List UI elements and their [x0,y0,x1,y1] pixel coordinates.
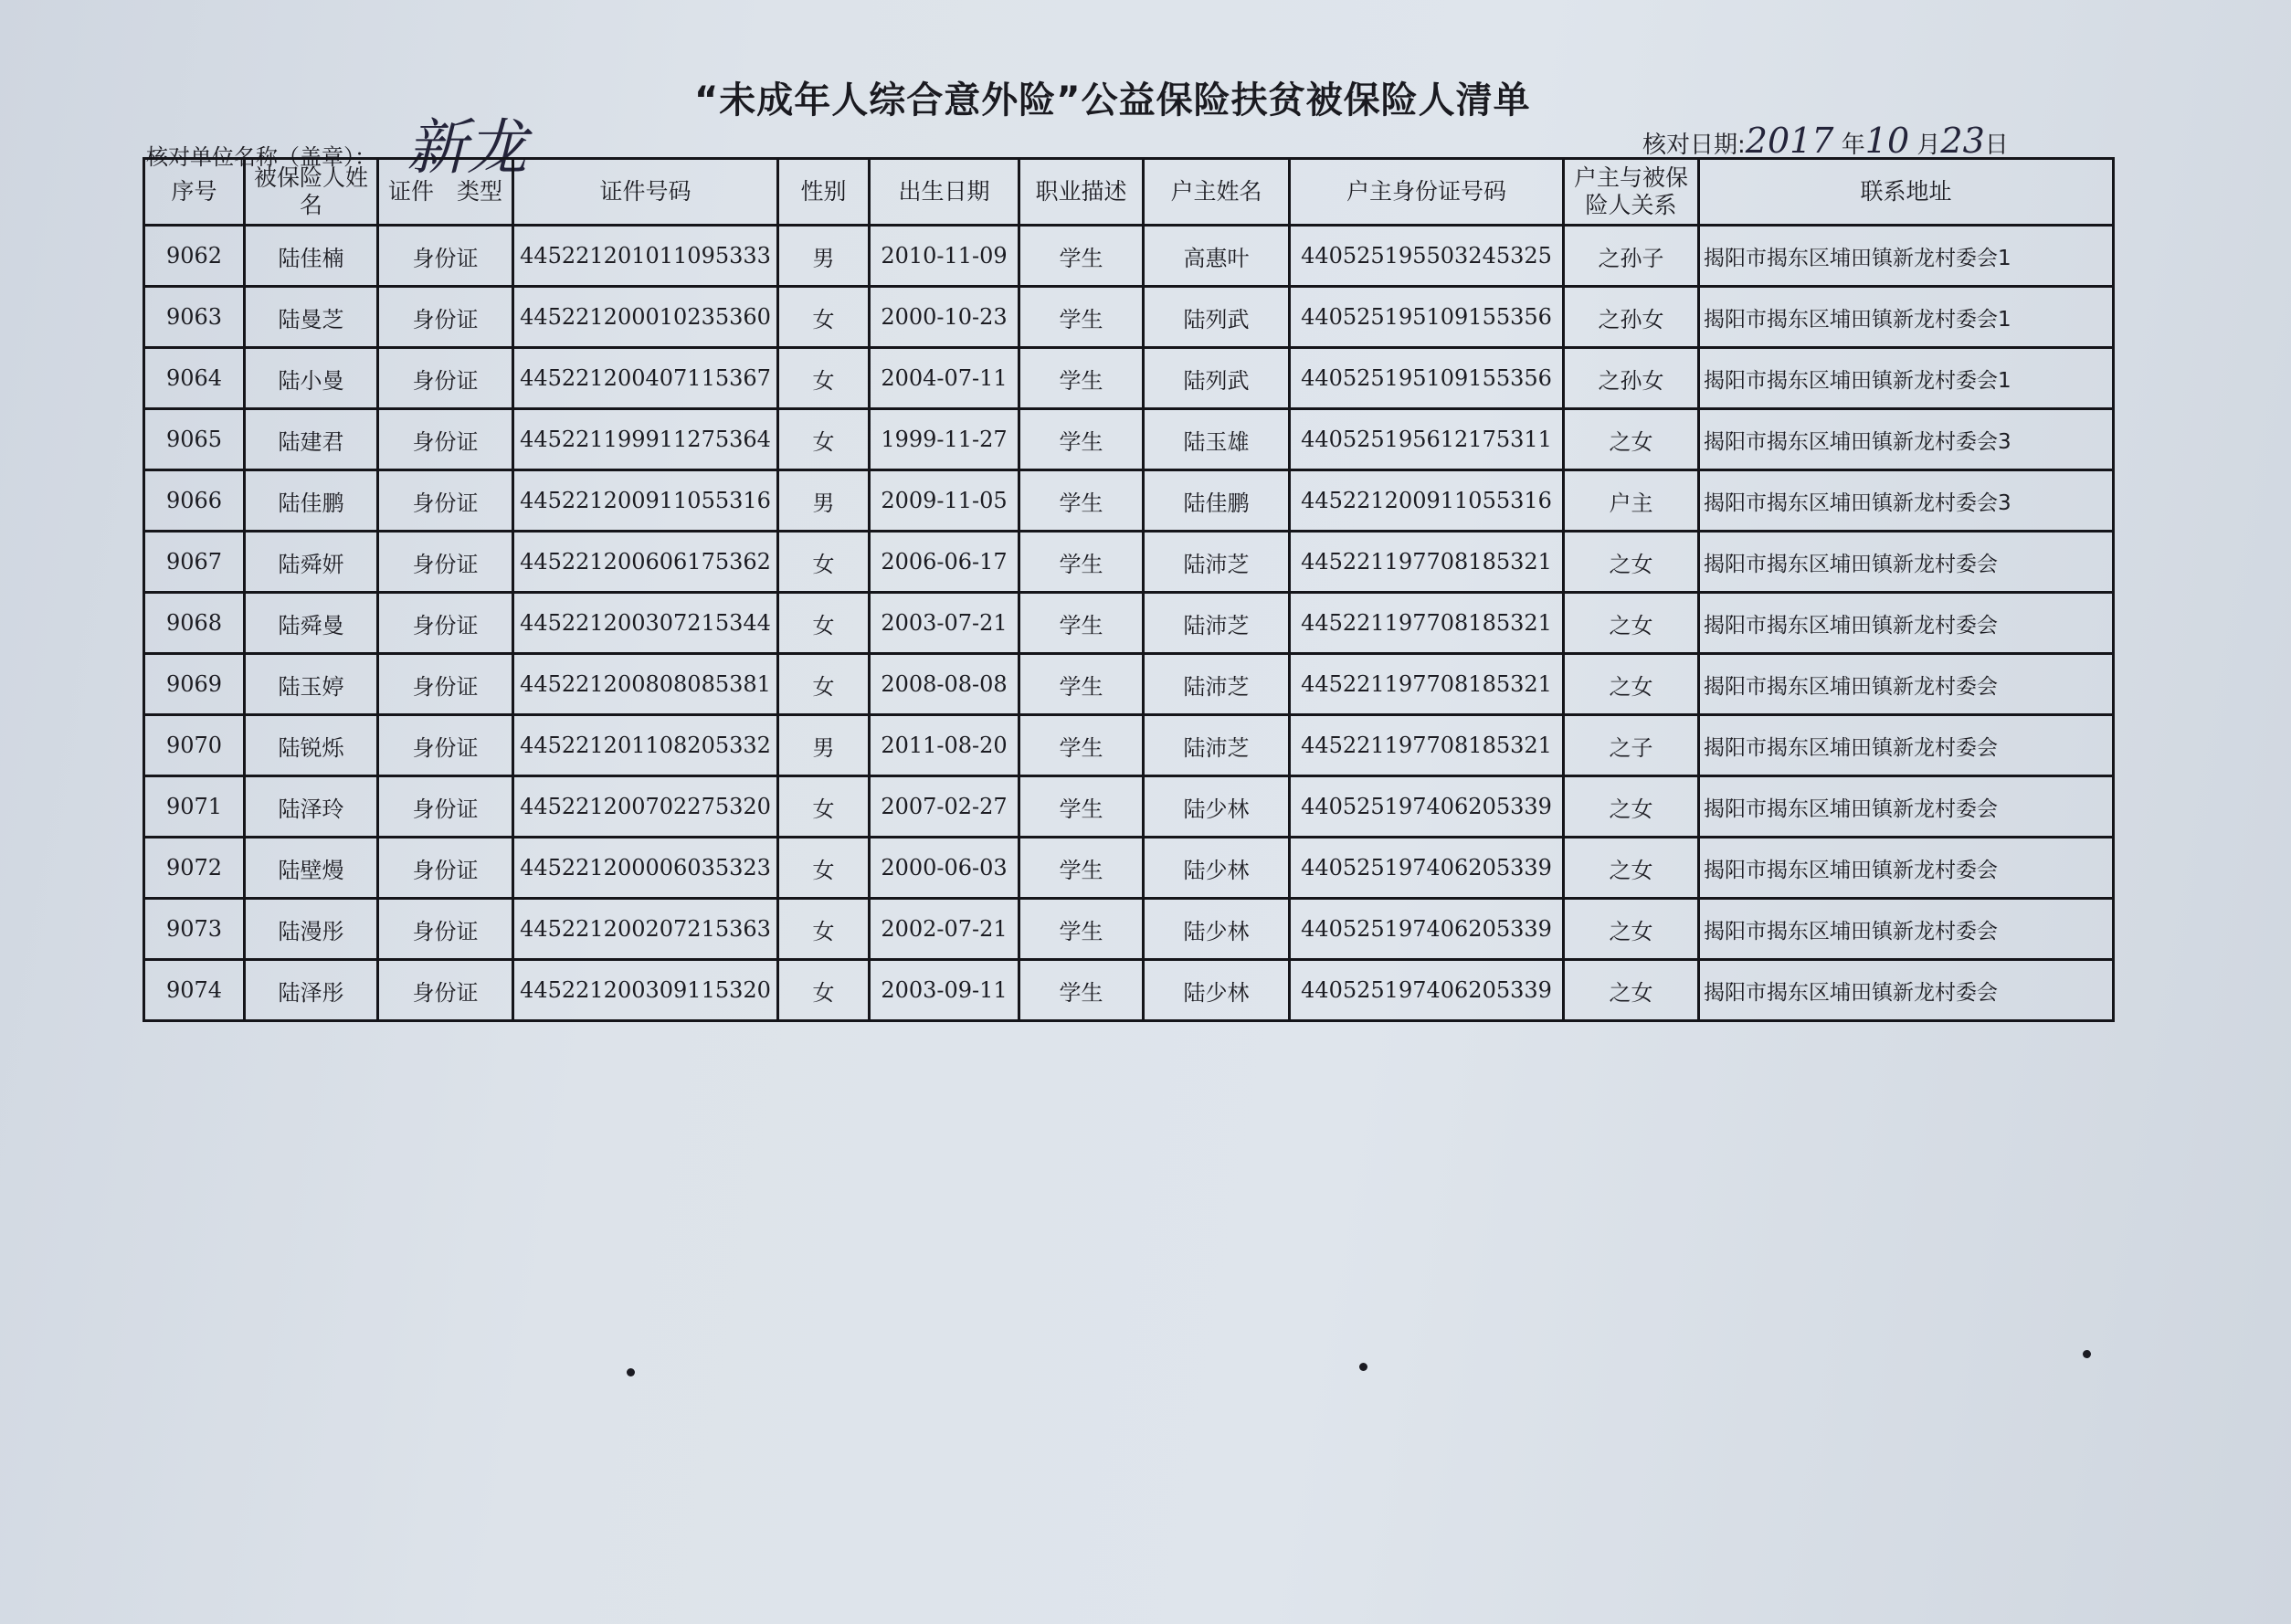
table-row [144,715,2114,776]
cell-address: 揭阳市揭东区埔田镇新龙村委会 [1699,593,2114,654]
cell-householder-name: 陆佳鹏 [1144,470,1290,532]
cell-id-number: 445221200702275320 [513,776,778,838]
cell-id-number: 445221200407115367 [513,348,778,409]
cell-relationship: 户主 [1564,470,1699,532]
cell-insured-name: 陆舜妍 [245,532,378,593]
cell-birth-date: 2008-08-08 [870,654,1019,715]
cell-gender: 女 [778,532,870,593]
cell-id-number: 445221199911275364 [513,409,778,470]
cell-householder-id: 445221197708185321 [1290,715,1564,776]
cell-id-type: 身份证 [378,532,513,593]
cell-seq: 9065 [144,409,245,470]
cell-insured-name: 陆锐烁 [245,715,378,776]
check-date-day: 23 [1940,121,1985,161]
cell-gender: 女 [778,899,870,960]
unit-name-label: 核对单位名称（盖章）： [146,144,376,170]
cell-gender: 女 [778,593,870,654]
cell-address: 揭阳市揭东区埔田镇新龙村委会1 [1699,348,2114,409]
header-householder-name: 户主姓名 [1144,159,1290,226]
cell-id-number: 445221201108205332 [513,715,778,776]
cell-insured-name: 陆玉婷 [245,654,378,715]
cell-address: 揭阳市揭东区埔田镇新龙村委会 [1699,715,2114,776]
cell-gender: 男 [778,470,870,532]
check-date-day-suffix: 日 [1984,132,2009,159]
cell-id-type: 身份证 [378,960,513,1021]
cell-insured-name: 陆小曼 [245,348,378,409]
cell-householder-name: 陆少林 [1144,838,1290,899]
cell-birth-date: 2004-07-11 [870,348,1019,409]
table-row [144,470,2114,532]
cell-householder-name: 陆列武 [1144,348,1290,409]
cell-gender: 女 [778,409,870,470]
cell-householder-name: 陆列武 [1144,287,1290,348]
table-row [144,226,2114,287]
cell-householder-name: 陆玉雄 [1144,409,1290,470]
cell-occupation: 学生 [1019,287,1144,348]
cell-householder-name: 高惠叶 [1144,226,1290,287]
cell-occupation: 学生 [1019,593,1144,654]
cell-birth-date: 1999-11-27 [870,409,1019,470]
cell-householder-name: 陆沛芝 [1144,593,1290,654]
punch-mark [1359,1363,1367,1371]
cell-relationship: 之女 [1564,776,1699,838]
cell-insured-name: 陆壁熳 [245,838,378,899]
cell-id-type: 身份证 [378,470,513,532]
cell-id-number: 445221200307215344 [513,593,778,654]
cell-gender: 女 [778,348,870,409]
cell-insured-name: 陆佳楠 [245,226,378,287]
check-date [1642,121,2009,161]
cell-occupation: 学生 [1019,654,1144,715]
cell-gender: 女 [778,838,870,899]
cell-seq: 9062 [144,226,245,287]
table-row [144,776,2114,838]
cell-birth-date: 2000-10-23 [870,287,1019,348]
cell-address: 揭阳市揭东区埔田镇新龙村委会1 [1699,226,2114,287]
cell-gender: 女 [778,654,870,715]
cell-id-number: 445221200010235360 [513,287,778,348]
cell-address: 揭阳市揭东区埔田镇新龙村委会3 [1699,470,2114,532]
cell-gender: 男 [778,226,870,287]
cell-householder-id: 440525197406205339 [1290,776,1564,838]
cell-seq: 9071 [144,776,245,838]
cell-relationship: 之子 [1564,715,1699,776]
page-title: “未成年人综合意外险”公益保险扶贫被保险人清单 [694,79,1531,121]
cell-birth-date: 2009-11-05 [870,470,1019,532]
cell-relationship: 之女 [1564,654,1699,715]
cell-occupation: 学生 [1019,838,1144,899]
cell-id-type: 身份证 [378,226,513,287]
cell-birth-date: 2007-02-27 [870,776,1019,838]
cell-householder-id: 445221197708185321 [1290,532,1564,593]
cell-seq: 9074 [144,960,245,1021]
cell-address: 揭阳市揭东区埔田镇新龙村委会 [1699,838,2114,899]
cell-id-number: 445221200808085381 [513,654,778,715]
cell-seq: 9073 [144,899,245,960]
header-gender: 性别 [778,159,870,226]
cell-relationship: 之女 [1564,593,1699,654]
table-row [144,654,2114,715]
cell-occupation: 学生 [1019,776,1144,838]
cell-relationship: 之女 [1564,532,1699,593]
table-header-row [144,159,2114,226]
cell-id-number: 445221200309115320 [513,960,778,1021]
cell-householder-id: 445221197708185321 [1290,654,1564,715]
cell-id-type: 身份证 [378,348,513,409]
cell-relationship: 之女 [1564,838,1699,899]
check-date-month-suffix: 月 [1916,132,1941,159]
header-id-number: 证件号码 [513,159,778,226]
cell-seq: 9072 [144,838,245,899]
cell-address: 揭阳市揭东区埔田镇新龙村委会 [1699,960,2114,1021]
cell-occupation: 学生 [1019,348,1144,409]
cell-address: 揭阳市揭东区埔田镇新龙村委会 [1699,654,2114,715]
table-row [144,960,2114,1021]
header-insured-name: 被保险人姓名 [245,159,378,226]
cell-relationship: 之孙女 [1564,348,1699,409]
cell-householder-id: 440525195109155356 [1290,348,1564,409]
cell-birth-date: 2000-06-03 [870,838,1019,899]
table-row [144,593,2114,654]
punch-mark [627,1368,635,1376]
cell-birth-date: 2011-08-20 [870,715,1019,776]
cell-householder-id: 440525197406205339 [1290,838,1564,899]
cell-occupation: 学生 [1019,899,1144,960]
cell-householder-id: 440525195612175311 [1290,409,1564,470]
cell-id-number: 445221201011095333 [513,226,778,287]
cell-id-type: 身份证 [378,776,513,838]
cell-id-type: 身份证 [378,899,513,960]
cell-address: 揭阳市揭东区埔田镇新龙村委会 [1699,532,2114,593]
check-date-month: 10 [1864,121,1910,161]
cell-householder-name: 陆沛芝 [1144,654,1290,715]
punch-mark [2083,1350,2091,1358]
cell-gender: 男 [778,715,870,776]
cell-gender: 女 [778,960,870,1021]
cell-id-type: 身份证 [378,838,513,899]
cell-birth-date: 2003-09-11 [870,960,1019,1021]
cell-occupation: 学生 [1019,532,1144,593]
check-date-year-suffix: 年 [1841,132,1865,159]
cell-insured-name: 陆建君 [245,409,378,470]
cell-insured-name: 陆佳鹏 [245,470,378,532]
cell-occupation: 学生 [1019,960,1144,1021]
check-date-label: 核对日期: [1642,132,1746,159]
cell-relationship: 之女 [1564,409,1699,470]
cell-id-type: 身份证 [378,654,513,715]
cell-id-type: 身份证 [378,287,513,348]
cell-insured-name: 陆舜曼 [245,593,378,654]
cell-gender: 女 [778,776,870,838]
cell-id-number: 445221200207215363 [513,899,778,960]
cell-address: 揭阳市揭东区埔田镇新龙村委会 [1699,776,2114,838]
header-relationship: 户主与被保险人关系 [1564,159,1699,226]
cell-householder-id: 445221197708185321 [1290,593,1564,654]
check-date-year: 2017 [1745,121,1834,161]
cell-occupation: 学生 [1019,226,1144,287]
header-id-type: 证件 类型 [378,159,513,226]
cell-relationship: 之孙子 [1564,226,1699,287]
cell-birth-date: 2006-06-17 [870,532,1019,593]
cell-householder-id: 440525197406205339 [1290,899,1564,960]
cell-id-number: 445221200911055316 [513,470,778,532]
cell-householder-name: 陆少林 [1144,960,1290,1021]
header-address: 联系地址 [1699,159,2114,226]
cell-householder-id: 440525195109155356 [1290,287,1564,348]
cell-seq: 9064 [144,348,245,409]
cell-birth-date: 2003-07-21 [870,593,1019,654]
cell-householder-id: 445221200911055316 [1290,470,1564,532]
cell-address: 揭阳市揭东区埔田镇新龙村委会1 [1699,287,2114,348]
table-row [144,409,2114,470]
cell-id-number: 445221200606175362 [513,532,778,593]
header-occupation: 职业描述 [1019,159,1144,226]
cell-seq: 9070 [144,715,245,776]
unit-name-handwritten: 新龙 [406,112,527,183]
table-row [144,532,2114,593]
cell-address: 揭阳市揭东区埔田镇新龙村委会3 [1699,409,2114,470]
cell-householder-id: 440525197406205339 [1290,960,1564,1021]
cell-id-type: 身份证 [378,409,513,470]
header-householder-id: 户主身份证号码 [1290,159,1564,226]
header-birth-date: 出生日期 [870,159,1019,226]
cell-occupation: 学生 [1019,409,1144,470]
table-row [144,348,2114,409]
cell-id-type: 身份证 [378,593,513,654]
cell-relationship: 之女 [1564,960,1699,1021]
cell-relationship: 之女 [1564,899,1699,960]
cell-seq: 9066 [144,470,245,532]
table-row [144,287,2114,348]
cell-occupation: 学生 [1019,470,1144,532]
cell-birth-date: 2010-11-09 [870,226,1019,287]
cell-seq: 9067 [144,532,245,593]
cell-occupation: 学生 [1019,715,1144,776]
cell-seq: 9068 [144,593,245,654]
cell-gender: 女 [778,287,870,348]
cell-seq: 9063 [144,287,245,348]
cell-id-type: 身份证 [378,715,513,776]
insured-roster-table [143,157,2115,1022]
cell-insured-name: 陆泽玲 [245,776,378,838]
cell-householder-id: 440525195503245325 [1290,226,1564,287]
table-row [144,838,2114,899]
cell-id-number: 445221200006035323 [513,838,778,899]
cell-insured-name: 陆泽彤 [245,960,378,1021]
cell-householder-name: 陆沛芝 [1144,532,1290,593]
cell-seq: 9069 [144,654,245,715]
cell-householder-name: 陆沛芝 [1144,715,1290,776]
cell-householder-name: 陆少林 [1144,899,1290,960]
cell-insured-name: 陆漫彤 [245,899,378,960]
cell-insured-name: 陆曼芝 [245,287,378,348]
cell-birth-date: 2002-07-21 [870,899,1019,960]
cell-householder-name: 陆少林 [1144,776,1290,838]
cell-address: 揭阳市揭东区埔田镇新龙村委会 [1699,899,2114,960]
cell-relationship: 之孙女 [1564,287,1699,348]
header-seq: 序号 [144,159,245,226]
table-row [144,899,2114,960]
